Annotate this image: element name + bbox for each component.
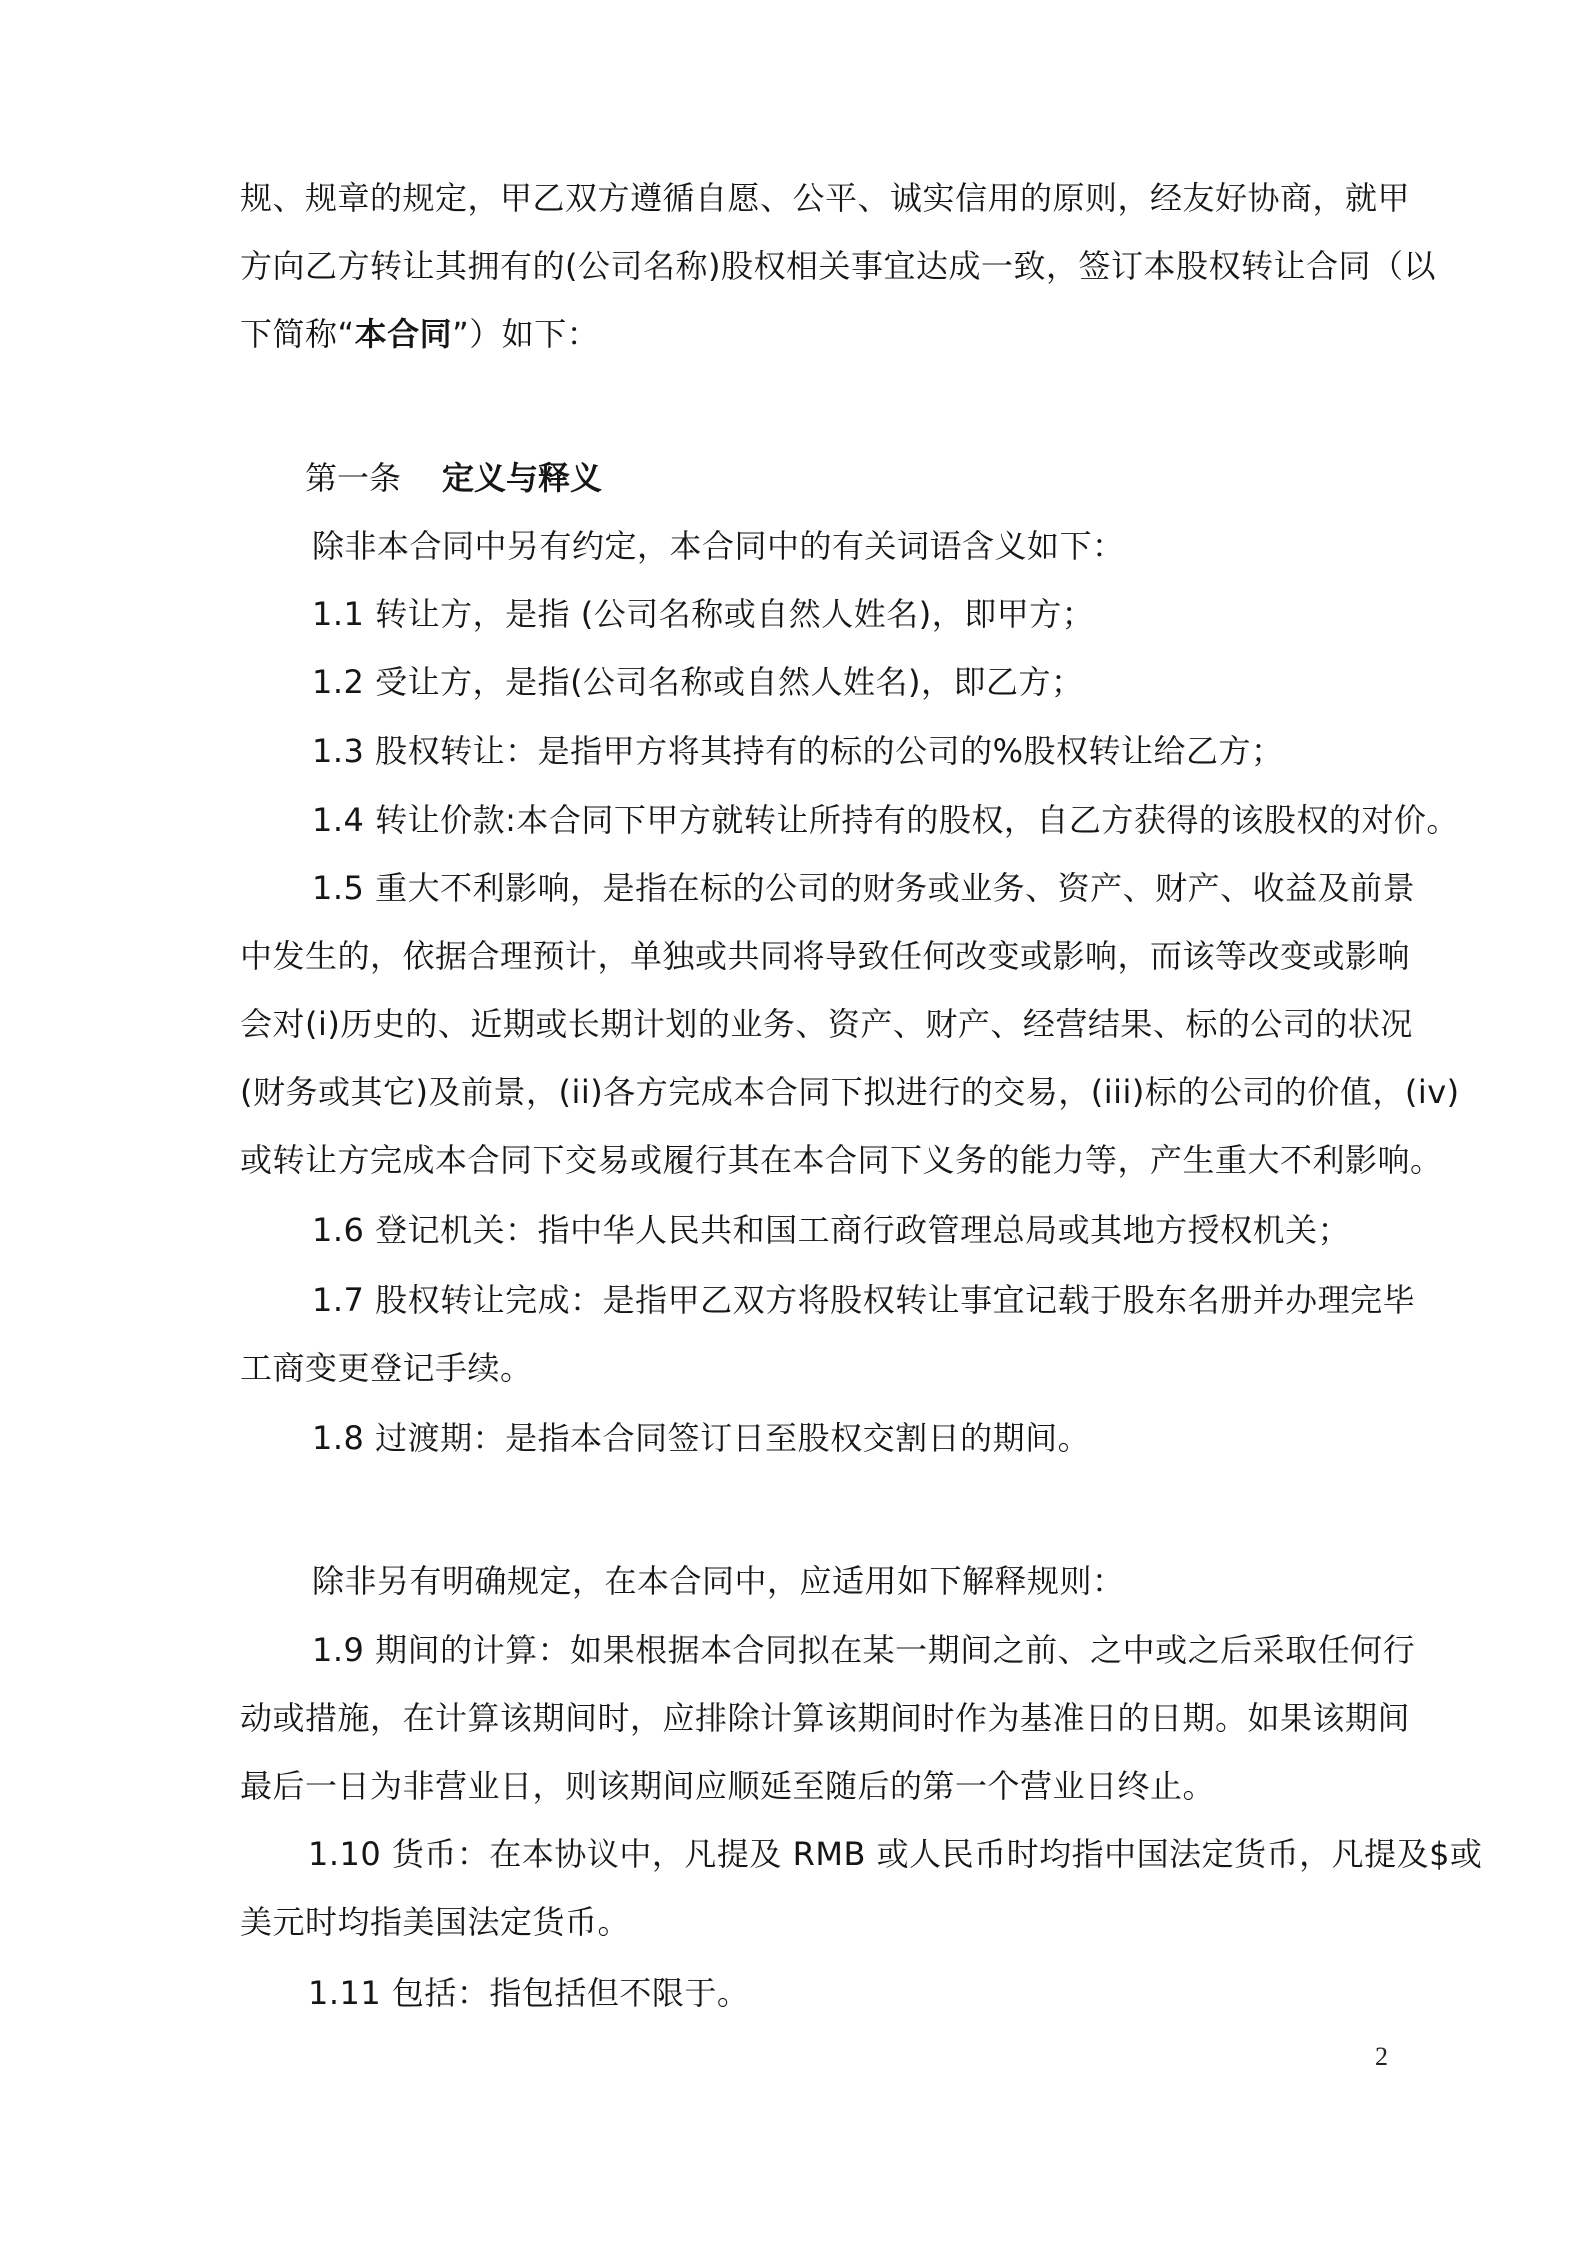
definition-1-5-line-1: 1.5 重大不利影响，是指在标的公司的财务或业务、资产、财产、收益及前景 xyxy=(312,869,1416,907)
definition-1-11: 1.11 包括：指包括但不限于。 xyxy=(308,1974,750,2012)
definition-1-3: 1.3 股权转让：是指甲方将其持有的标的公司的%股权转让给乙方； xyxy=(312,732,1284,770)
intro-line-2: 方向乙方转让其拥有的(公司名称)股权相关事宜达成一致，签订本股权转让合同（以 xyxy=(240,247,1436,285)
definition-1-7-line-1: 1.7 股权转让完成：是指甲乙双方将股权转让事宜记载于股东名册并办理完毕 xyxy=(312,1281,1416,1319)
definition-1-5-line-2: 中发生的，依据合理预计，单独或共同将导致任何改变或影响，而该等改变或影响 xyxy=(240,937,1411,975)
definition-1-4: 1.4 转让价款:本合同下甲方就转让所持有的股权，自乙方获得的该股权的对价。 xyxy=(312,801,1459,839)
definition-1-9-line-3: 最后一日为非营业日，则该期间应顺延至随后的第一个营业日终止。 xyxy=(240,1767,1216,1805)
definition-1-5-line-5: 或转让方完成本合同下交易或履行其在本合同下义务的能力等，产生重大不利影响。 xyxy=(240,1141,1443,1179)
definitions-lead: 除非本合同中另有约定，本合同中的有关词语含义如下： xyxy=(312,527,1125,565)
interpretation-rules-lead: 除非另有明确规定，在本合同中，应适用如下解释规则： xyxy=(312,1562,1125,1600)
definition-1-10-line-2: 美元时均指美国法定货币。 xyxy=(240,1903,631,1941)
definition-1-10-line-1: 1.10 货币：在本协议中，凡提及 RMB 或人民币时均指中国法定货币，凡提及$或 xyxy=(308,1835,1483,1873)
intro-line-3-before: 下简称“ xyxy=(240,315,355,353)
definition-1-8: 1.8 过渡期：是指本合同签订日至股权交割日的期间。 xyxy=(312,1419,1091,1457)
article-title: 定义与释义 xyxy=(442,459,603,497)
definition-1-7-line-2: 工商变更登记手续。 xyxy=(240,1349,533,1387)
definition-1-1: 1.1 转让方，是指 (公司名称或自然人姓名)，即甲方； xyxy=(312,595,1095,633)
definition-1-9-line-1: 1.9 期间的计算：如果根据本合同拟在某一期间之前、之中或之后采取任何行 xyxy=(312,1631,1416,1669)
intro-line-1: 规、规章的规定，甲乙双方遵循自愿、公平、诚实信用的原则，经友好协商，就甲 xyxy=(240,179,1411,217)
definition-1-5-line-3: 会对(i)历史的、近期或长期计划的业务、资产、财产、经营结果、标的公司的状况 xyxy=(240,1005,1413,1043)
intro-line-3-after: ”）如下： xyxy=(452,315,600,353)
definition-1-9-line-2: 动或措施，在计算该期间时，应排除计算该期间时作为基准日的日期。如果该期间 xyxy=(240,1699,1411,1737)
definition-1-2: 1.2 受让方，是指(公司名称或自然人姓名)，即乙方； xyxy=(312,663,1084,701)
contract-short-name: 本合同 xyxy=(354,315,453,353)
page-number: 2 xyxy=(1375,2042,1388,2071)
article-number: 第一条 xyxy=(305,459,402,497)
definition-1-6: 1.6 登记机关：指中华人民共和国工商行政管理总局或其地方授权机关； xyxy=(312,1211,1351,1249)
definition-1-5-line-4: (财务或其它)及前景，(ii)各方完成本合同下拟进行的交易，(iii)标的公司的价值，(iv) xyxy=(240,1073,1460,1111)
intro-line-3 xyxy=(240,314,599,354)
